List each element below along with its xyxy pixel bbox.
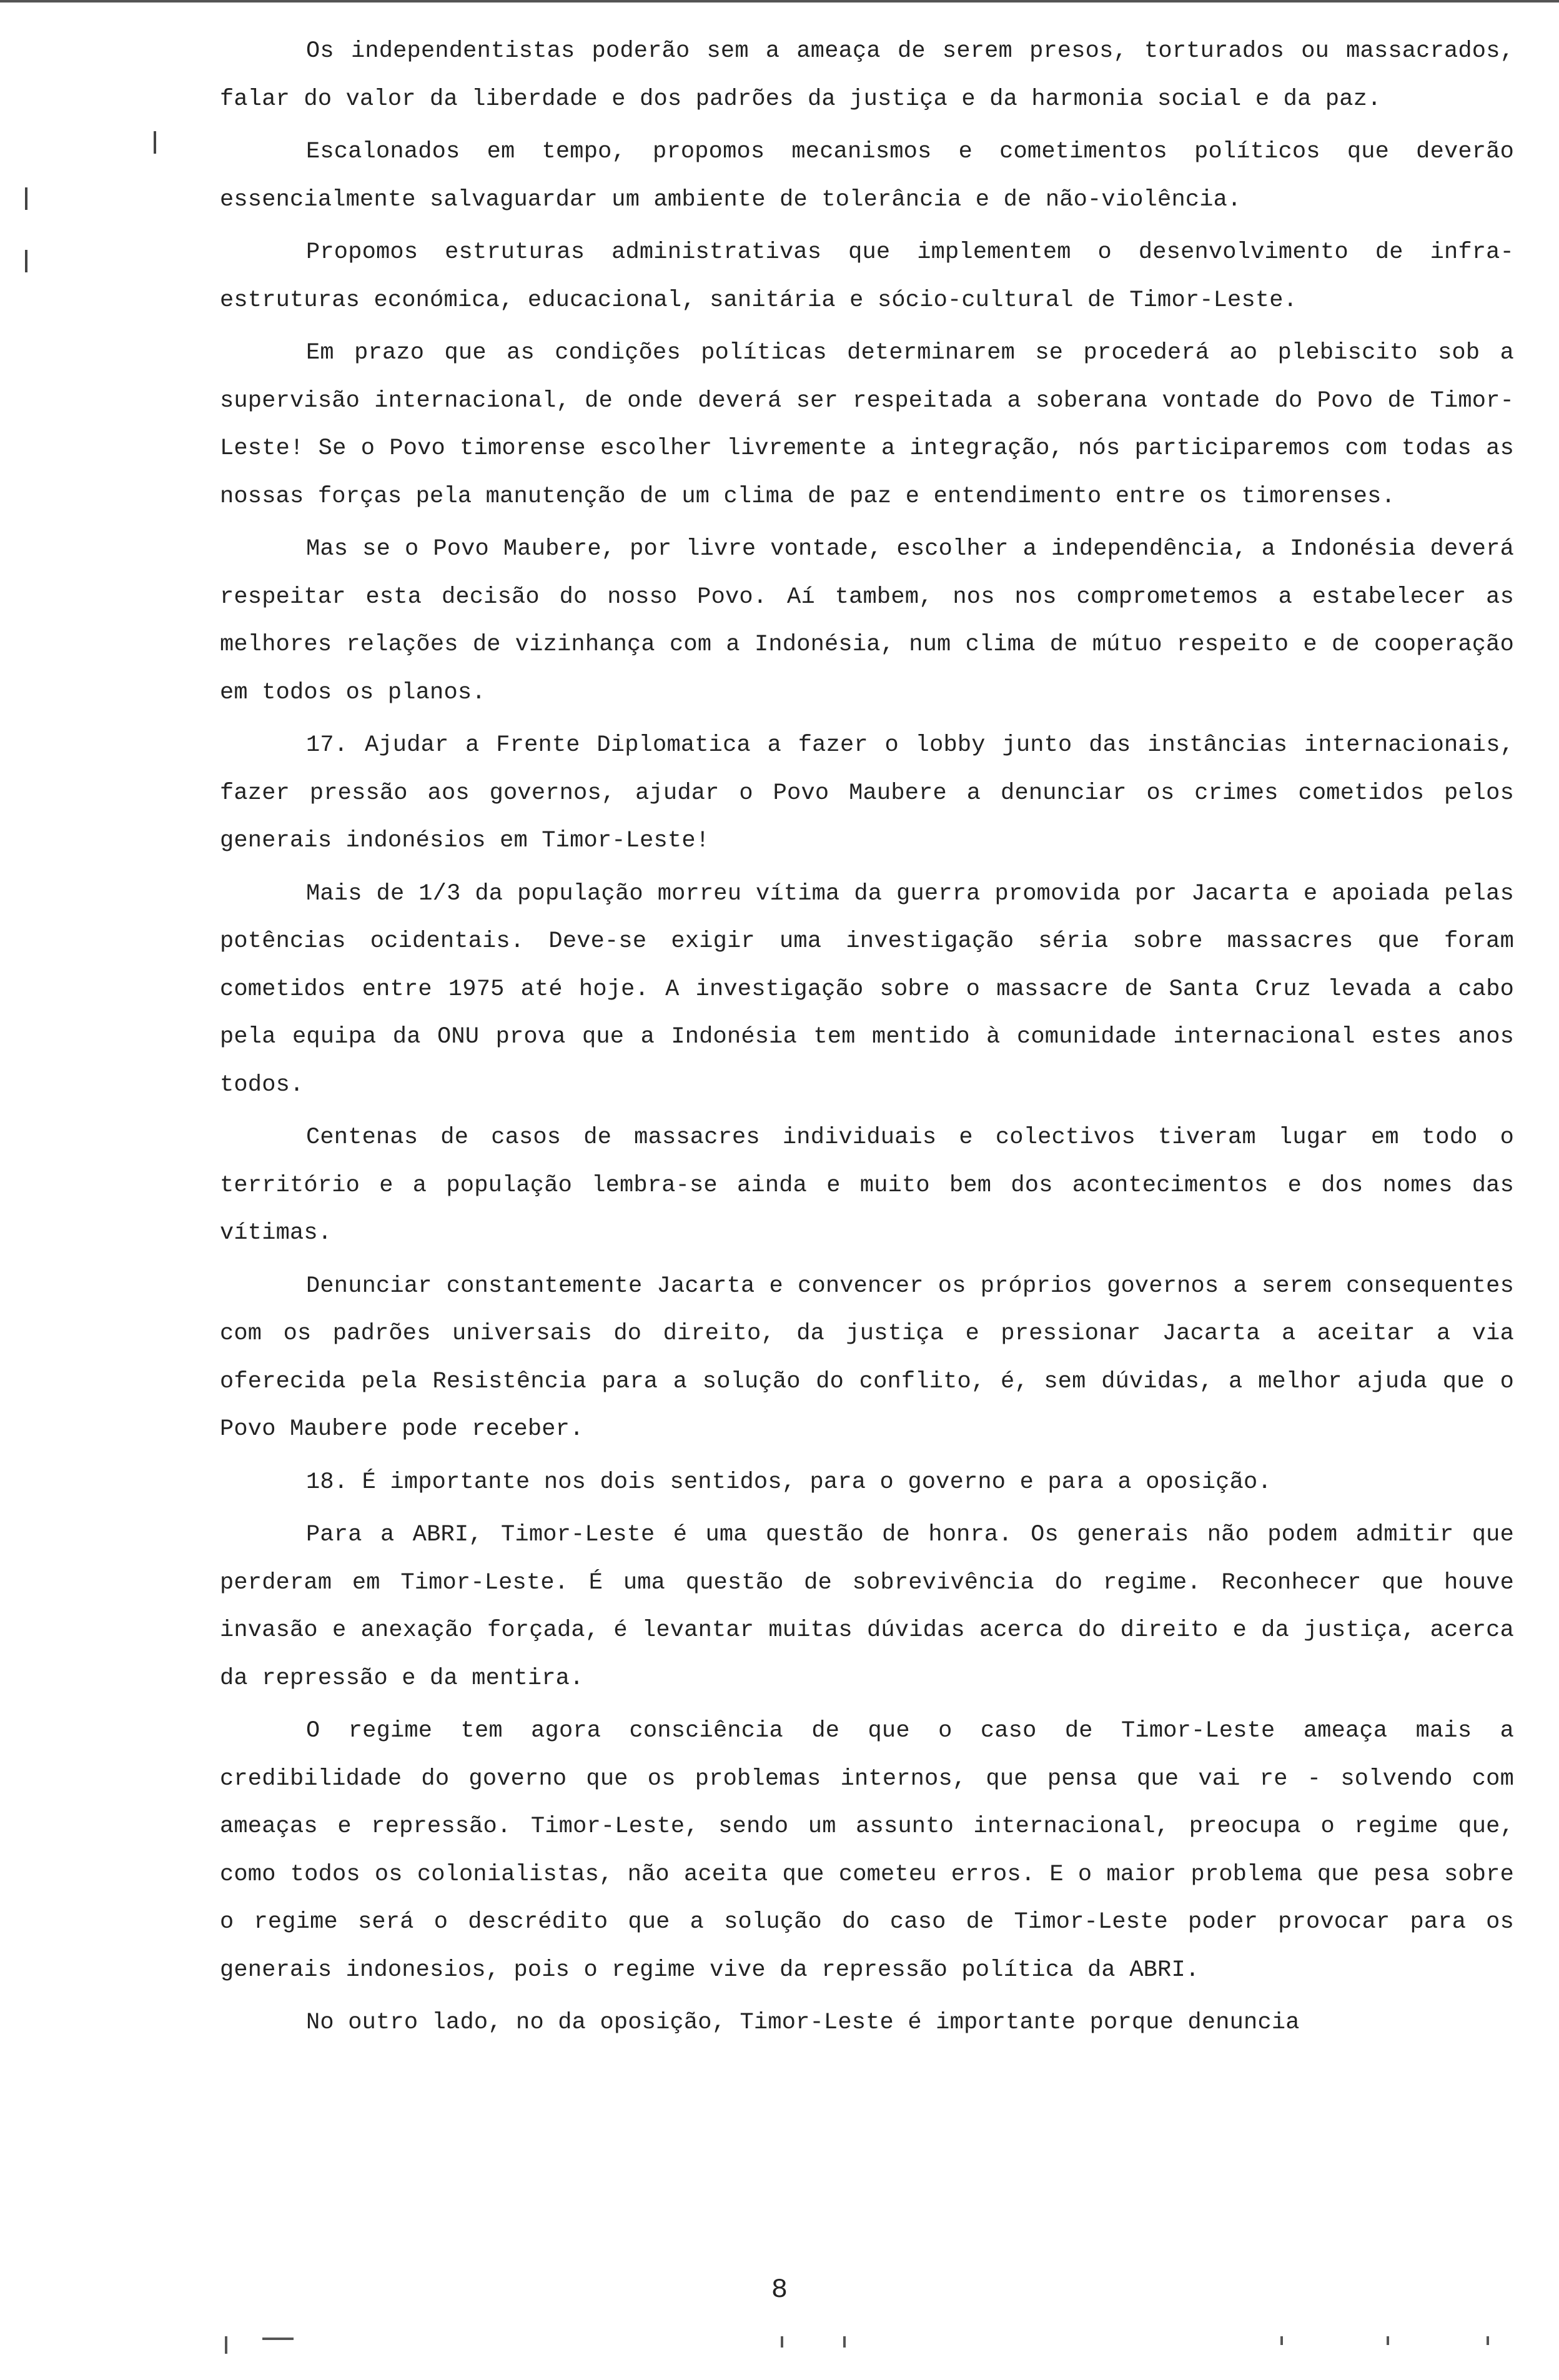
scan-mark [1387, 2336, 1389, 2345]
paragraph: Propomos estruturas administrativas que implementem o desenvolvimento de infra-estruturas económica, educacional, sanitária e sócio-cultural de Timor-Leste. [220, 239, 1514, 314]
scan-mark [262, 2338, 294, 2340]
margin-mark [154, 131, 156, 154]
top-edge-rule [0, 0, 1559, 2]
margin-mark [25, 250, 27, 272]
paragraph: Os independentistas poderão sem a ameaça de serem presos, torturados ou massacrados, falar do valor da liberdade e dos padrões da justiça e da harmonia social e da paz. [220, 38, 1514, 112]
scan-mark [1280, 2336, 1283, 2345]
margin-mark [25, 187, 27, 210]
scan-mark [225, 2336, 227, 2354]
paragraph: Centenas de casos de massacres individuais e colectivos tiveram lugar em todo o território e a população lembra-se ainda e muito bem dos acontecimentos e dos nomes das vítimas. [220, 1124, 1514, 1246]
scan-mark [781, 2336, 783, 2348]
scan-mark [1487, 2336, 1489, 2345]
paragraph: O regime tem agora consciência de que o caso de Timor-Leste ameaça mais a credibilidade do governo que os problemas internos, que pensa que vai re - solvendo com ameaças e repressão. Timor-Leste, sendo um assunto internacional, preocupa o regime que, como todos os colonialistas, não aceita que cometeu erros. E o maior problema que pesa sobre o regime será o descrédito que a solução do caso de Timor-Leste poder provocar para os generais indonesios, pois o regime vive da repressão política da ABRI. [220, 1718, 1514, 1983]
paragraph: Em prazo que as condições políticas determinarem se procederá ao plebiscito sob a supervisão internacional, de onde deverá ser respeitada a soberana vontade do Povo de Timor-Leste! Se o Povo timorense escolher livremente a integração, nós participaremos com todas as nossas forças pela manutenção de um clima de paz e entendimento entre os timorenses. [220, 340, 1514, 510]
page-number: 8 [771, 2274, 788, 2306]
paragraph: Mas se o Povo Maubere, por livre vontade, escolher a independência, a Indonésia deverá respeitar esta decisão do nosso Povo. Aí tambem, nos nos comprometemos a estabelecer as melhores relações de vizinhança com a Indonésia, num clima de mútuo respeito e de cooperação em todos os planos. [220, 536, 1514, 706]
numbered-paragraph-18: 18. É importante nos dois sentidos, para o governo e para a oposição. [306, 1469, 1272, 1495]
paragraph: Mais de 1/3 da população morreu vítima da guerra promovida por Jacarta e apoiada pelas potências ocidentais. Deve-se exigir uma investigação séria sobre massacres que foram cometidos entre 1975 até hoje. A investigação sobre o massacre de Santa Cruz levada a cabo pela equipa da ONU prova que a Indonésia tem mentido à comunidade internacional estes anos todos. [220, 880, 1514, 1098]
scan-mark [843, 2336, 846, 2348]
numbered-paragraph-17: 17. Ajudar a Frente Diplomatica a fazer o lobby junto das instâncias internacionais, fazer pressão aos governos, ajudar o Povo Maubere a denunciar os crimes cometidos pelos generais indonésios em Timor-Leste! [220, 732, 1514, 854]
paragraph: Denunciar constantemente Jacarta e convencer os próprios governos a serem consequentes com os padrões universais do direito, da justiça e pressionar Jacarta a aceitar a via oferecida pela Resistência para a solução do conflito, é, sem dúvidas, a melhor ajuda que o Povo Maubere pode receber. [220, 1272, 1514, 1442]
document-page [220, 27, 1514, 2052]
paragraph: Para a ABRI, Timor-Leste é uma questão de honra. Os generais não podem admitir que perderam em Timor-Leste. É uma questão de sobrevivência do regime. Reconhecer que houve invasão e anexação forçada, é levantar muitas dúvidas acerca do direito e da justiça, acerca da repressão e da mentira. [220, 1522, 1514, 1692]
paragraph: No outro lado, no da oposição, Timor-Leste é importante porque denuncia [306, 2010, 1300, 2036]
paragraph: Escalonados em tempo, propomos mecanismos e cometimentos políticos que deverão essencialmente salvaguardar um ambiente de tolerância e de não-violência. [220, 139, 1514, 213]
